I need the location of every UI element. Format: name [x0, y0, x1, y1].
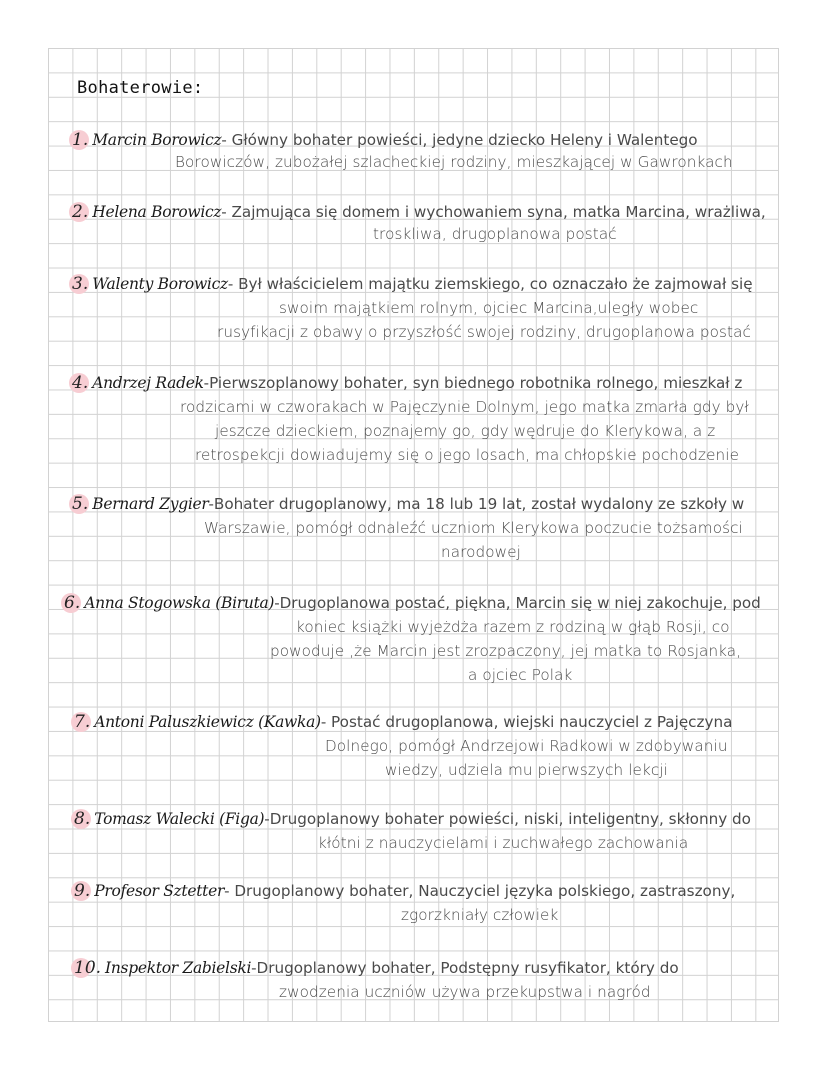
description-line: Drugoplanowy bohater powieści, niski, inteligentny, skłonny do: [269, 810, 751, 828]
description-line: Warszawie, pomógł odnaleźć uczniom Klerykowa poczucie tożsamości: [204, 519, 743, 537]
name-dash: -: [221, 131, 227, 149]
description-line: Bohater drugoplanowy, ma 18 lub 19 lat, został wydalony ze szkoły w: [213, 495, 745, 513]
description-line: Był właścicielem majątku ziemskiego, co oznaczało że zajmował się: [233, 275, 753, 293]
entry-number: 6.: [64, 593, 81, 613]
name-dash: -: [227, 275, 234, 293]
entry-number: 4.: [72, 373, 89, 393]
description-line: Zajmująca się domem i wychowaniem syna, matka Marcina, wrażliwa,: [226, 203, 766, 221]
description-line: Pierwszoplanowy bohater, syn biednego robotnika rolnego, mieszkał z: [209, 374, 743, 392]
description-line: Postać drugoplanowa, wiejski nauczyciel z Pajęczyna: [326, 713, 733, 731]
name-dash: -: [221, 203, 227, 221]
character-name: Inspektor Zabielski: [105, 959, 252, 977]
entry-number: 9.: [74, 881, 91, 901]
description-line: narodowej: [441, 543, 521, 561]
character-name: Helena Borowicz: [92, 203, 222, 221]
description-line: Borowiczów, zubożałej szlacheckiej rodziny, mieszkającej w Gawronkach: [175, 153, 733, 171]
character-name: Walenty Borowicz: [92, 275, 228, 293]
description-line: wiedzy, udziela mu pierwszych lekcji: [385, 761, 668, 779]
character-name: Andrzej Radek: [92, 374, 204, 392]
description-line: retrospekcji dowiadujemy się o jego losach, ma chłopskie pochodzenie: [195, 446, 740, 464]
description-line: powoduje ,że Marcin jest zrozpaczony, jej matka to Rosjanka,: [270, 642, 742, 660]
description-line: a ojciec Polak: [468, 666, 573, 684]
entry-number: 5.: [72, 494, 89, 514]
description-line: koniec książki wyjeżdża razem z rodziną w głąb Rosji, co: [296, 618, 730, 636]
entry-number: 10.: [74, 958, 102, 978]
description-line: rodzicami w czworakach w Pajęczynie Dolnym, jego matka zmarła gdy był: [180, 398, 749, 416]
name-dash: -: [203, 374, 210, 392]
page-title: Bohaterowie:: [77, 78, 204, 98]
character-name: Profesor Sztetter: [94, 882, 225, 900]
name-dash: -: [224, 882, 230, 900]
character-name: Bernard Zygier: [92, 495, 209, 513]
character-name: Anna Stogowska (Biruta): [84, 594, 275, 612]
entry-number: 3.: [72, 274, 89, 294]
description-line: troskliwa, drugoplanowa postać: [373, 225, 617, 243]
entry-number: 2.: [72, 202, 89, 222]
entry-number: 1.: [72, 130, 89, 150]
name-dash: -: [320, 713, 327, 731]
description-line: kłótni z nauczycielami i zuchwałego zachowania: [318, 834, 689, 852]
name-dash: -: [274, 594, 280, 612]
entry-number: 8.: [74, 809, 91, 829]
name-dash: -: [251, 959, 257, 977]
description-line: Drugoplanowy bohater, Nauczyciel języka polskiego, zastraszony,: [229, 882, 736, 900]
description-line: zgorzkniały człowiek: [401, 906, 559, 924]
character-name: Marcin Borowicz: [92, 131, 222, 149]
description-line: jeszcze dzieckiem, poznajemy go, gdy wędruje do Klerykowa, a z: [215, 422, 716, 440]
description-line: rusyfikacji z obawy o przyszłość swojej rodziny, drugoplanowa postać: [217, 323, 751, 341]
name-dash: -: [264, 810, 270, 828]
description-line: Dolnego, pomógł Andrzejowi Radkowi w zdobywaniu: [325, 737, 728, 755]
description-line: swoim majątkiem rolnym, ojciec Marcina,uległy wobec: [279, 299, 699, 317]
name-dash: -: [208, 495, 214, 513]
description-line: zwodzenia uczniów używa przekupstwa i nagród: [279, 983, 651, 1001]
character-name: Antoni Paluszkiewicz (Kawka): [94, 713, 321, 731]
description-line: Drugoplanowa postać, piękna, Marcin się w niej zakochuje, pod: [279, 594, 761, 612]
entry-number: 7.: [74, 712, 91, 732]
description-line: Drugoplanowy bohater, Podstępny rusyfikator, który do: [256, 959, 679, 977]
character-name: Tomasz Walecki (Figa): [94, 810, 265, 828]
description-line: Główny bohater powieści, jedyne dziecko Heleny i Walentego: [226, 131, 698, 149]
